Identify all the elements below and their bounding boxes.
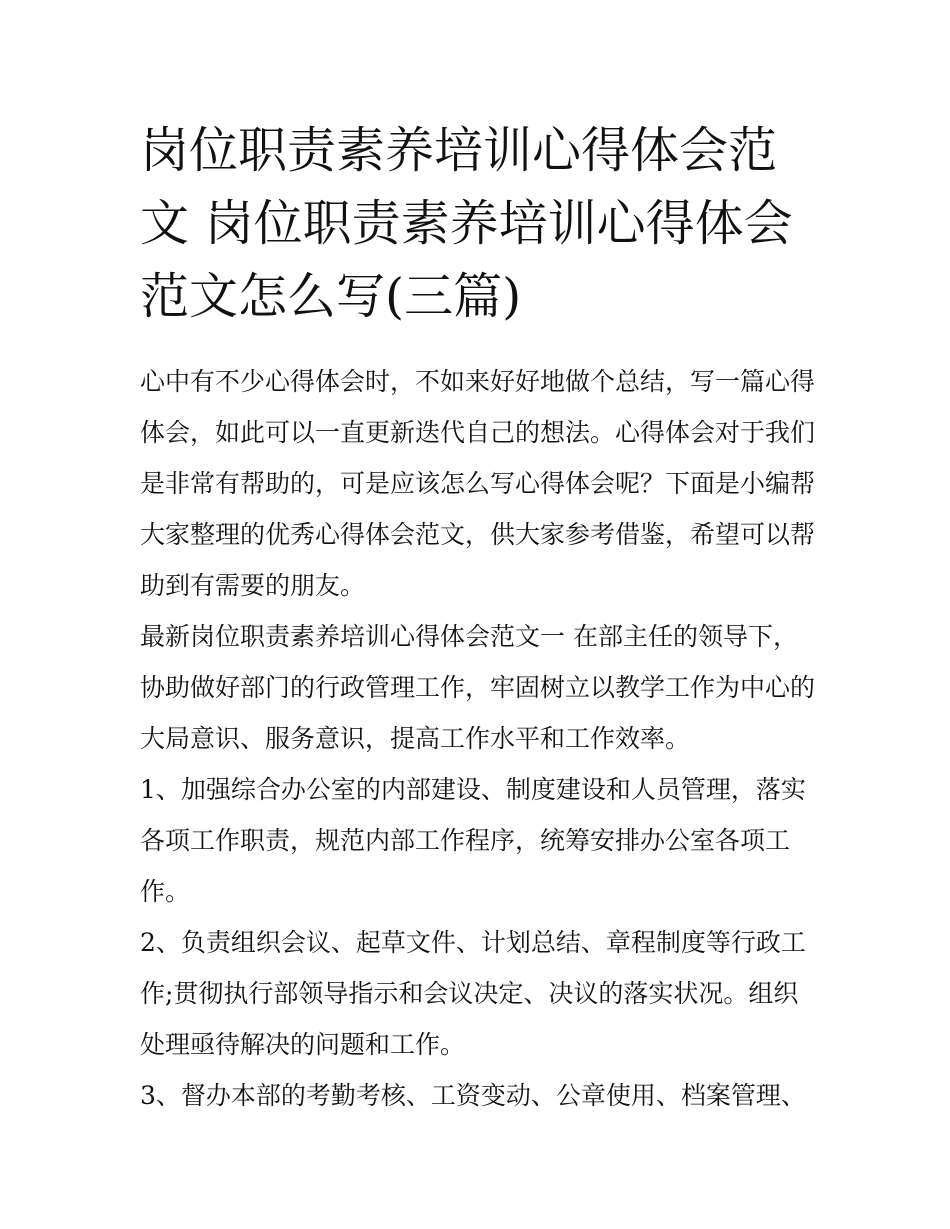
text-line: 作。: [140, 877, 191, 906]
title-line: 范文怎么写(三篇): [140, 268, 522, 325]
text-line: 协助做好部门的行政管理工作，牢固树立以教学工作为中心的: [140, 673, 816, 702]
list-item-1: [140, 764, 830, 917]
text-line: 最新岗位职责素养培训心得体会范文一 在部主任的领导下，: [140, 622, 798, 651]
text-line: 大家整理的优秀心得体会范文，供大家参考借鉴，希望可以帮: [140, 520, 816, 549]
text-line: 助到有需要的朋友。: [140, 571, 366, 600]
title-line: 岗位职责素养培训心得体会范: [140, 122, 778, 179]
text-line: 处理亟待解决的问题和工作。: [140, 1030, 466, 1059]
text-line: 作;贯彻执行部领导指示和会议决定、决议的落实状况。组织: [140, 979, 799, 1008]
text-line: 2、负责组织会议、起草文件、计划总结、章程制度等行政工: [140, 928, 806, 957]
text-line: 1、加强综合办公室的内部建设、制度建设和人员管理，落实: [140, 775, 806, 804]
text-line: 心中有不少心得体会时，不如来好好地做个总结，写一篇心得: [140, 367, 816, 396]
title-line: 文 岗位职责素养培训心得体会: [140, 195, 793, 252]
text-line: 3、督办本部的考勤考核、工资变动、公章使用、档案管理、: [140, 1081, 806, 1110]
text-line: 体会，如此可以一直更新迭代自己的想法。心得体会对于我们: [140, 418, 816, 447]
document-body: [140, 356, 830, 1121]
text-line: 是非常有帮助的，可是应该怎么写心得体会呢？下面是小编帮: [140, 469, 816, 498]
list-item-3: [140, 1070, 830, 1121]
list-item-2: [140, 917, 830, 1070]
text-line: 大局意识、服务意识，提高工作水平和工作效率。: [140, 724, 691, 753]
paragraph-essay-one: [140, 611, 830, 764]
text-line: 各项工作职责，规范内部工作程序，统筹安排办公室各项工: [140, 826, 791, 855]
paragraph-intro: [140, 356, 830, 611]
document-title: [140, 114, 820, 333]
